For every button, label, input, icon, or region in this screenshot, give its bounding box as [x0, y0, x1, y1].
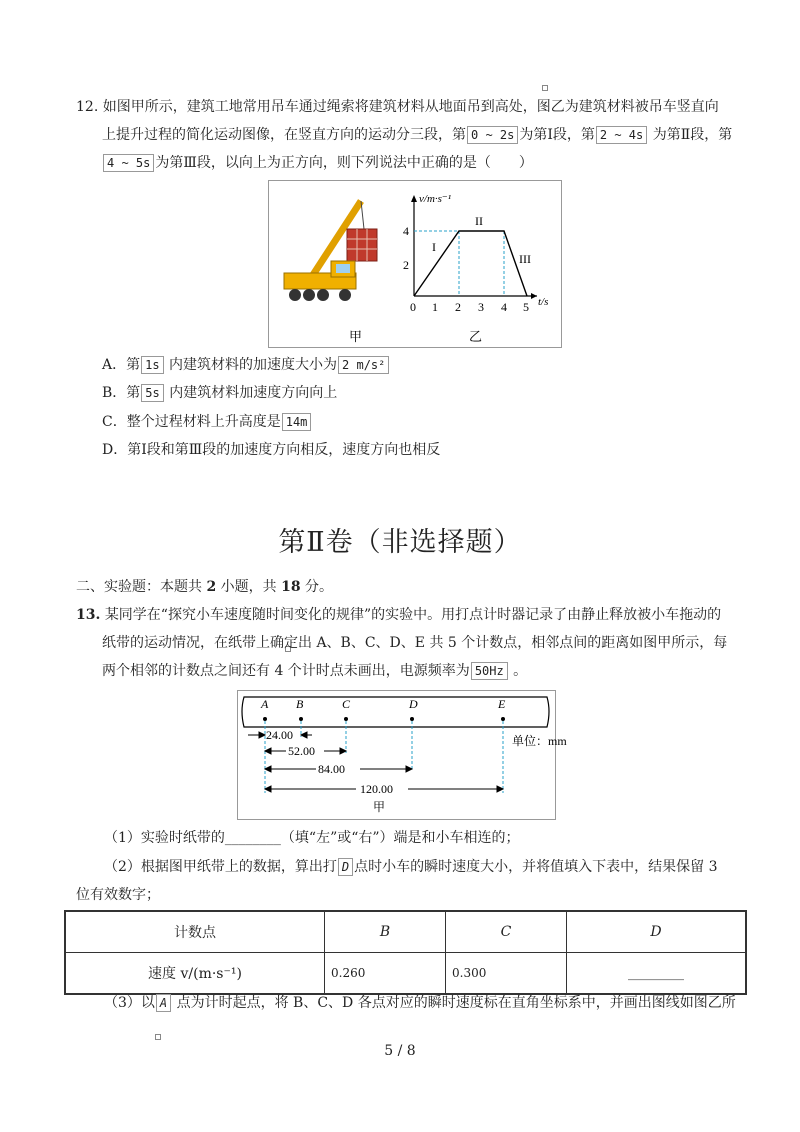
- q12-text-2a: 上提升过程的简化运动图像，在竖直方向的运动分三段，第: [102, 127, 466, 143]
- table-header-cell: B: [325, 911, 446, 953]
- distance-ac: 52.00: [288, 744, 315, 758]
- crane-illustration: [284, 201, 377, 301]
- tape-figure-svg: [238, 691, 567, 819]
- segment-label-1: I: [432, 240, 436, 254]
- table-header-cell: C: [446, 911, 567, 953]
- option-d: [102, 440, 440, 460]
- q13-text-2: 纸带的运动情况，在纸带上确定出 A、B、C、D、E 共 5 个计数点，相邻点间的距离如图甲所示，每: [102, 635, 728, 651]
- q13-line1: [76, 605, 721, 625]
- q12-text-2b: 为第Ⅰ段，第: [519, 127, 595, 143]
- option-c-box: 14m: [282, 413, 312, 431]
- tape-label-jia: 甲: [373, 800, 386, 814]
- q13-line3: [102, 661, 527, 681]
- q12-figure-svg: [269, 181, 561, 347]
- q13-sub2-cont: [76, 885, 160, 905]
- figure-label-yi: 乙: [469, 329, 483, 344]
- page-number: 5 / 8: [384, 1043, 416, 1059]
- x-tick-1: 1: [432, 300, 438, 314]
- figure-label-jia: 甲: [349, 329, 363, 344]
- q13-sub2-text-a: （2）根据图甲纸带上的数据，算出打: [104, 859, 337, 875]
- q12-text-1: 如图甲所示，建筑工地常用吊车通过绳索将建筑材料从地面吊到高处，图乙为建筑材料被吊车竖直向: [102, 99, 719, 115]
- x-tick-0: 0: [410, 300, 416, 314]
- table-header-cell: D: [567, 911, 747, 953]
- x-tick-4: 4: [501, 300, 507, 314]
- option-c-label: C．整个过程材料上升高度是: [102, 414, 281, 430]
- heading-score: 18: [281, 579, 301, 595]
- q12-line3: [102, 153, 533, 173]
- heading-text-c: 分。: [300, 579, 334, 595]
- distance-ae: 120.00: [360, 782, 393, 796]
- velocity-table: [64, 910, 747, 995]
- tape-point-e: E: [498, 697, 506, 711]
- option-a-box: 1s: [141, 356, 163, 374]
- tape-unit: 单位：mm: [512, 734, 567, 748]
- table-header-row: [65, 911, 746, 953]
- range-box-3: 4 ~ 5s: [103, 154, 154, 172]
- section-title: 第Ⅱ卷（非选择题）: [278, 527, 522, 558]
- option-b-label: B．第: [102, 385, 141, 401]
- option-a-label: A．第: [102, 357, 141, 373]
- velocity-d-blank: ________: [567, 953, 747, 995]
- heading-count: 2: [206, 579, 217, 595]
- vt-graph: [403, 193, 548, 314]
- tape-point-d: D: [409, 697, 418, 711]
- q12-text-3: 为第Ⅲ段，以向上为正方向，则下列说法中正确的是（ ）: [155, 155, 533, 171]
- velocity-b: 0.260: [325, 953, 446, 995]
- option-b-box: 5s: [141, 384, 163, 402]
- velocity-line: [414, 231, 527, 296]
- x-tick-5: 5: [523, 300, 529, 314]
- table-row-label: 速度 v/(m·s⁻¹): [65, 953, 325, 995]
- y-axis-label: v/m·s⁻¹: [419, 193, 452, 205]
- artifact-mark: [542, 85, 548, 91]
- y-tick-4: 4: [403, 224, 409, 238]
- table-header-cell: 计数点: [65, 911, 325, 953]
- segment-label-3: III: [519, 252, 531, 266]
- heading-text-a: 二、实验题：本题共: [76, 579, 207, 595]
- x-axis-label: t/s: [538, 296, 549, 308]
- q13-text-3b: 。: [508, 663, 528, 679]
- q13-sub3: [104, 993, 736, 1013]
- q13-sub3-text-a: （3）以: [104, 995, 155, 1011]
- option-a-box2: 2 m/s²: [338, 356, 389, 374]
- point-d-box: D: [338, 858, 353, 876]
- frequency-box: 50Hz: [471, 662, 508, 680]
- heading-text-b: 小题，共: [216, 579, 282, 595]
- q12-text-2c: 为第Ⅱ段，第: [648, 127, 733, 143]
- section2-heading: [76, 577, 333, 597]
- option-b: [102, 383, 337, 403]
- option-a: [102, 355, 390, 375]
- q13-text-1: 某同学在“探究小车速度随时间变化的规律”的实验中。用打点计时器记录了由静止释放被小车拖动的: [104, 607, 722, 623]
- q12-figure: [268, 180, 562, 348]
- q12-line2: [102, 125, 732, 145]
- tape-point-b: B: [296, 697, 304, 711]
- y-tick-2: 2: [403, 258, 409, 272]
- q13-sub3-text-b: 点为计时起点，将 B、C、D 各点对应的瞬时速度标在直角坐标系中，并画出图线如图乙所: [172, 995, 736, 1011]
- distance-ab: 24.00: [266, 728, 293, 742]
- q12-number: 12.: [76, 99, 99, 115]
- artifact-mark: [155, 1034, 161, 1040]
- q13-sub2-text-c: 位有效数字；: [76, 887, 160, 903]
- option-c: [102, 412, 312, 432]
- table-row: [65, 953, 746, 995]
- option-d-label: D．第Ⅰ段和第Ⅲ段的加速度方向相反，速度方向也相反: [102, 442, 441, 458]
- segment-label-2: II: [475, 214, 483, 228]
- option-a-text: 内建筑材料的加速度大小为: [164, 357, 338, 373]
- x-tick-3: 3: [478, 300, 484, 314]
- range-box-2: 2 ~ 4s: [596, 126, 647, 144]
- q13-sub1-text: （1）实验时纸带的________（填“左”或“右”）端是和小车相连的；: [104, 830, 520, 846]
- point-a-box: A: [156, 994, 171, 1012]
- q13-text-3a: 两个相邻的计数点之间还有 4 个计时点未画出，电源频率为: [102, 663, 470, 679]
- tape-point-a: A: [261, 697, 269, 711]
- tape-point-c: C: [342, 697, 351, 711]
- q13-sub1: [104, 828, 520, 848]
- range-box-1: 0 ~ 2s: [467, 126, 518, 144]
- x-tick-2: 2: [455, 300, 461, 314]
- q13-number: 13.: [76, 607, 101, 623]
- option-b-text: 内建筑材料加速度方向向上: [164, 385, 338, 401]
- q13-sub2: [104, 857, 718, 877]
- distance-ad: 84.00: [318, 762, 345, 776]
- tape-figure: [237, 690, 567, 820]
- q12-line1: [76, 97, 719, 117]
- q13-sub2-text-b: 点时小车的瞬时速度大小，并将值填入下表中，结果保留 3: [354, 859, 718, 875]
- q13-line2: [102, 633, 727, 653]
- velocity-c: 0.300: [446, 953, 567, 995]
